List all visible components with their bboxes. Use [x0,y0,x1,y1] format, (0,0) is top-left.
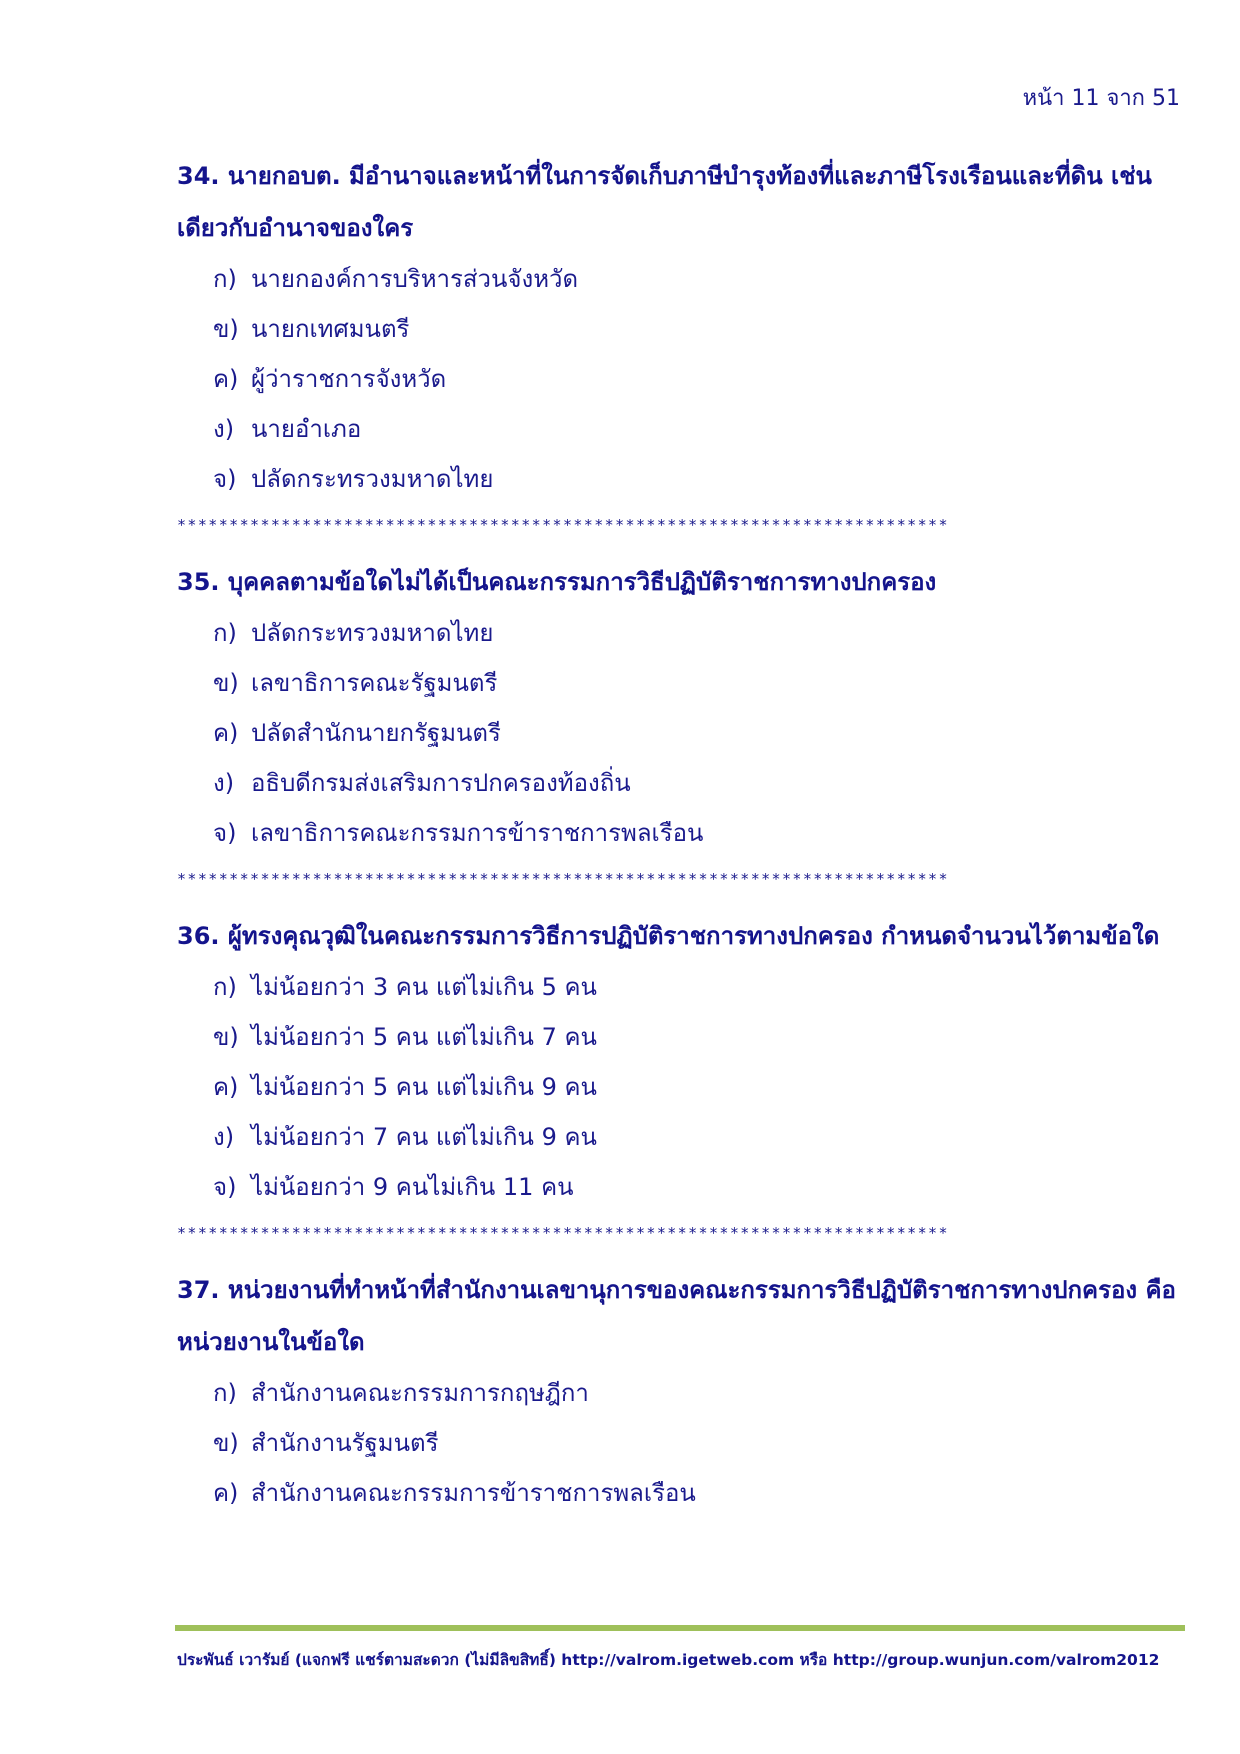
choice-letter: จ) [213,1173,237,1201]
choice-item [177,1012,1187,1062]
choice-text: ไม่น้อยกว่า 7 คน แต่ไม่เกิน 9 คน [251,1123,597,1151]
choice-item [177,658,1187,708]
choice-text: สำนักงานคณะกรรมการกฤษฎีกา [251,1379,589,1407]
question-36 [177,910,1187,1212]
choice-item [177,608,1187,658]
choice-text: นายกองค์การบริหารส่วนจังหวัด [251,265,579,293]
choice-letter: ง) [213,415,235,443]
choice-item [177,1162,1187,1212]
question-title: 34. นายกอบต. มีอำนาจและหน้าที่ในการจัดเก็บภาษีบำรุงท้องที่และภาษีโรงเรือนและที่ดิน เช่นเดียวกับอำนาจของใคร [177,162,1152,242]
choice-item [177,1468,1187,1518]
question-34 [177,150,1187,504]
choice-letter: ข) [213,669,239,697]
choice-item [177,454,1187,504]
choice-letter: ข) [213,1023,239,1051]
question-37 [177,1264,1187,1518]
question-title: 36. ผู้ทรงคุณวุฒิในคณะกรรมการวิธีการปฏิบัติราชการทางปกครอง กำหนดจำนวนไว้ตามข้อใด [177,922,1160,950]
choice-letter: ค) [213,719,239,747]
choice-letter: ค) [213,365,239,393]
choice-item [177,1062,1187,1112]
choice-letter: ง) [213,769,235,797]
footer-divider [175,1625,1185,1631]
choice-letter: จ) [213,819,237,847]
choice-item [177,304,1187,354]
choice-letter: ก) [213,973,237,1001]
choice-text: สำนักงานรัฐมนตรี [251,1429,439,1457]
choice-letter: ก) [213,1379,237,1407]
question-title: 35. บุคคลตามข้อใดไม่ได้เป็นคณะกรรมการวิธีปฏิบัติราชการทางปกครอง [177,568,937,596]
choice-text: ไม่น้อยกว่า 5 คน แต่ไม่เกิน 7 คน [251,1023,597,1051]
choice-text: ปลัดสำนักนายกรัฐมนตรี [251,719,501,747]
choice-item [177,1418,1187,1468]
choice-text: ไม่น้อยกว่า 5 คน แต่ไม่เกิน 9 คน [251,1073,597,1101]
choice-text: นายอำเภอ [251,415,362,443]
choice-text: สำนักงานคณะกรรมการข้าราชการพลเรือน [251,1479,696,1507]
choice-item [177,808,1187,858]
question-list [177,150,1187,1518]
choice-letter: จ) [213,465,237,493]
choice-text: ผู้ว่าราชการจังหวัด [251,365,447,393]
choice-letter: ค) [213,1073,239,1101]
choice-item [177,354,1187,404]
choice-text: เลขาธิการคณะกรรมการข้าราชการพลเรือน [251,819,704,847]
footer-credit: ประพันธ์ เวารัมย์ (แจกฟรี แชร์ตามสะดวก (ไม่มีลิขสิทธิ์) http://valrom.igetweb.com หรือ http://group.wunjun.com/valrom2012 [177,1651,1160,1669]
page-number: หน้า 11 จาก 51 [1022,86,1180,111]
asterisk-separator: ************************************************************************** [177,870,949,888]
choice-letter: ง) [213,1123,235,1151]
choice-item [177,1112,1187,1162]
choice-letter: ค) [213,1479,239,1507]
question-35 [177,556,1187,858]
question-title: 37. หน่วยงานที่ทำหน้าที่สำนักงานเลขานุการของคณะกรรมการวิธีปฏิบัติราชการทางปกครอง คือหน่วยงานในข้อใด [177,1276,1176,1356]
choice-letter: ข) [213,315,239,343]
choice-letter: ก) [213,265,237,293]
choice-item [177,962,1187,1012]
choice-text: นายกเทศมนตรี [251,315,410,343]
choice-item [177,1368,1187,1418]
choice-letter: ก) [213,619,237,647]
choice-text: เลขาธิการคณะรัฐมนตรี [251,669,498,697]
choice-text: ไม่น้อยกว่า 9 คนไม่เกิน 11 คน [251,1173,574,1201]
choice-item [177,758,1187,808]
choice-text: ปลัดกระทรวงมหาดไทย [251,465,494,493]
choice-text: ไม่น้อยกว่า 3 คน แต่ไม่เกิน 5 คน [251,973,597,1001]
choice-letter: ข) [213,1429,239,1457]
choice-item [177,404,1187,454]
choice-item [177,254,1187,304]
asterisk-separator: ************************************************************************** [177,1224,949,1242]
choice-text: อธิบดีกรมส่งเสริมการปกครองท้องถิ่น [251,769,631,797]
choice-text: ปลัดกระทรวงมหาดไทย [251,619,494,647]
choice-item [177,708,1187,758]
asterisk-separator: ************************************************************************** [177,516,949,534]
